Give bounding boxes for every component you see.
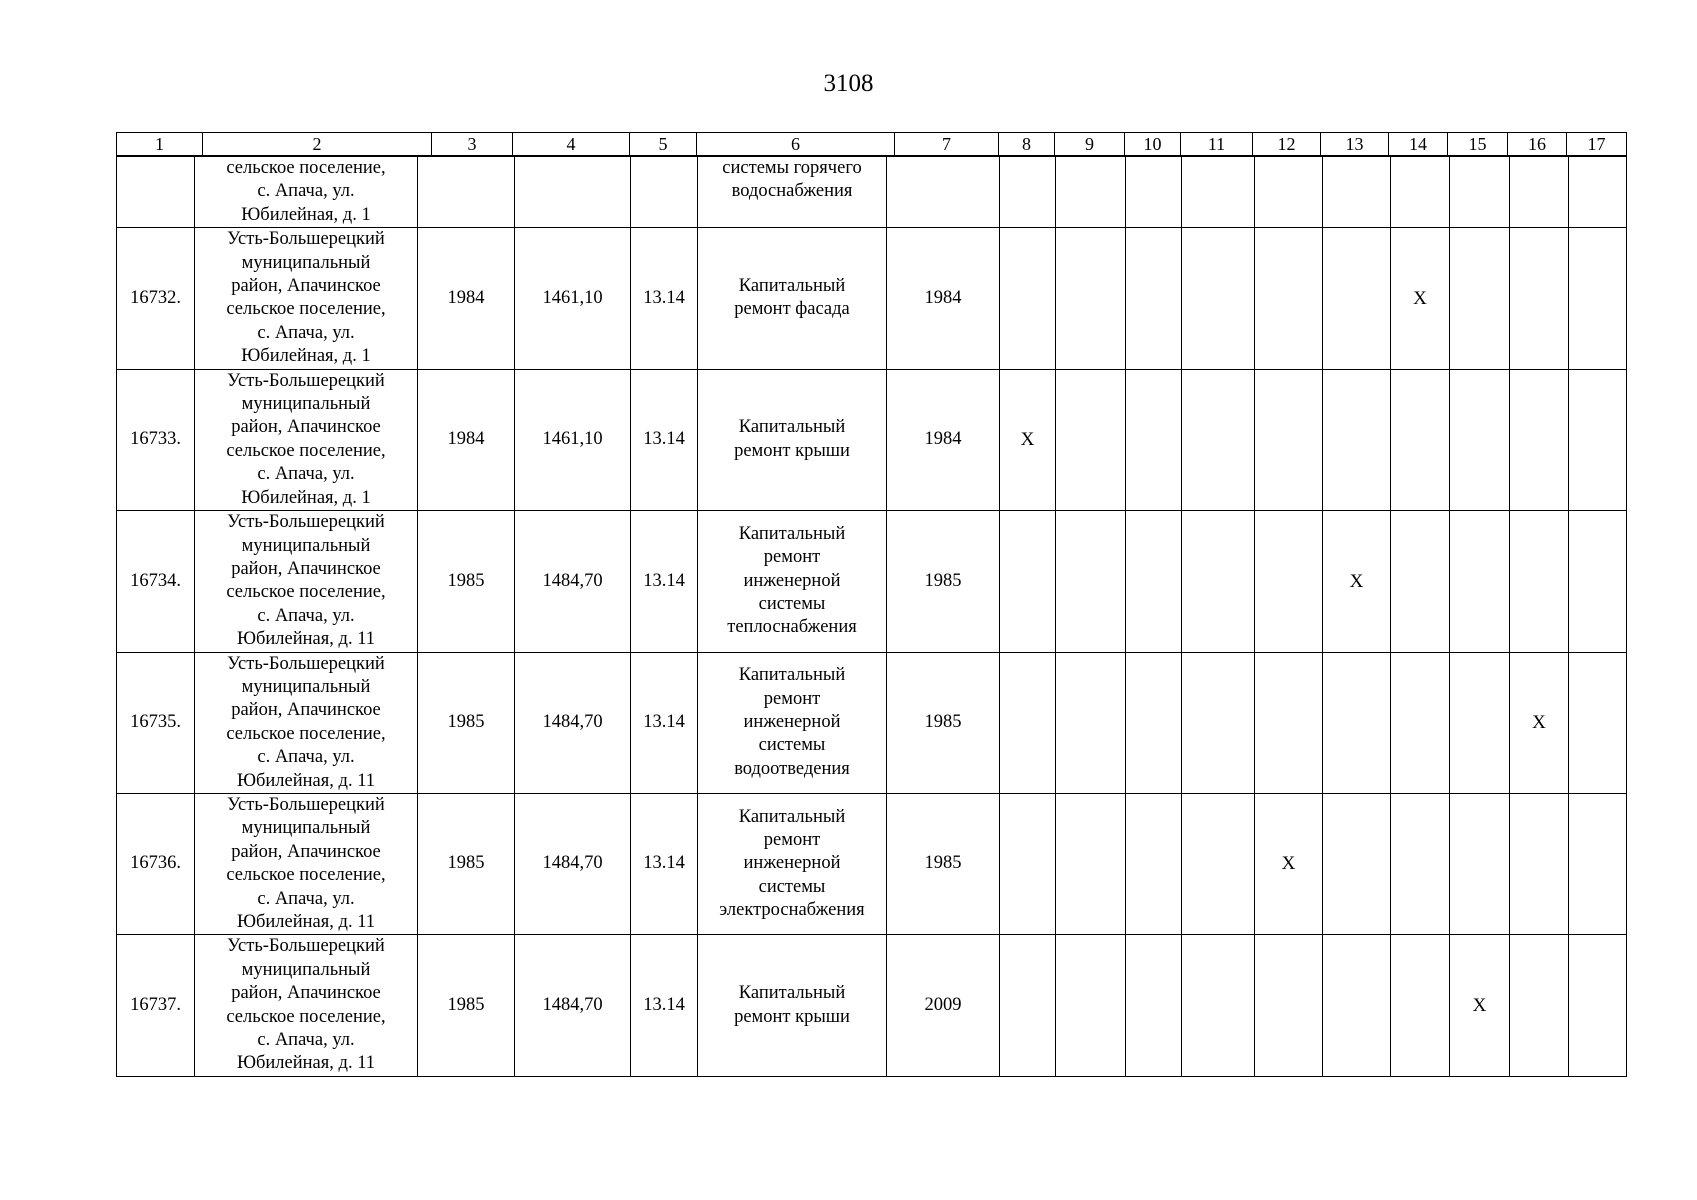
mark-cell-col-15 xyxy=(1450,369,1510,510)
mark-cell-col-17 xyxy=(1569,511,1627,652)
row-number-cell: 16732. xyxy=(117,228,195,369)
construction-year-cell: 1985 xyxy=(418,935,515,1076)
mark-cell-col-9 xyxy=(1056,935,1126,1076)
mark-cell-col-12: X xyxy=(1255,793,1323,934)
row-number-cell: 16735. xyxy=(117,652,195,793)
column-number: 9 xyxy=(1055,133,1125,156)
address-cell: Усть-Большерецкий муниципальный район, Апачинское сельское поселение, с. Апача, ул. Юбилейная, д. 11 xyxy=(195,793,418,934)
code-cell: 13.14 xyxy=(631,369,698,510)
column-number: 7 xyxy=(895,133,999,156)
mark-cell-col-17 xyxy=(1569,935,1627,1076)
work-type-cell: Капитальный ремонт инженерной системы теплоснабжения xyxy=(698,511,887,652)
mark-cell-col-16 xyxy=(1510,793,1569,934)
mark-cell-col-13 xyxy=(1323,652,1391,793)
mark-cell-col-10 xyxy=(1126,935,1182,1076)
mark-cell-col-10 xyxy=(1126,369,1182,510)
column-number: 11 xyxy=(1181,133,1253,156)
mark-cell-col-12 xyxy=(1255,511,1323,652)
repair-year-cell: 1985 xyxy=(887,793,1000,934)
repair-year-cell: 1984 xyxy=(887,228,1000,369)
mark-cell-col-9 xyxy=(1056,228,1126,369)
mark-cell-col-14 xyxy=(1391,793,1450,934)
mark-cell-col-15 xyxy=(1450,511,1510,652)
mark-cell-col-11 xyxy=(1182,511,1255,652)
column-number: 16 xyxy=(1508,133,1567,156)
column-number-header xyxy=(116,132,1627,156)
mark-cell-col-11 xyxy=(1182,793,1255,934)
mark-cell-col-17 xyxy=(1569,228,1627,369)
area-cell: 1484,70 xyxy=(515,652,631,793)
mark-cell-col-16: X xyxy=(1510,652,1569,793)
address-cell: Усть-Большерецкий муниципальный район, Апачинское сельское поселение, с. Апача, ул. Юбилейная, д. 1 xyxy=(195,228,418,369)
column-number: 2 xyxy=(203,133,432,156)
column-number: 3 xyxy=(432,133,513,156)
table-row xyxy=(117,935,1627,1076)
table-row xyxy=(117,511,1627,652)
mark-cell-col-9 xyxy=(1056,652,1126,793)
code-cell: 13.14 xyxy=(631,935,698,1076)
address-cell: Усть-Большерецкий муниципальный район, Апачинское сельское поселение, с. Апача, ул. Юбилейная, д. 11 xyxy=(195,652,418,793)
row-number-cell: 16733. xyxy=(117,369,195,510)
work-type-cell: Капитальный ремонт крыши xyxy=(698,369,887,510)
repair-year-cell: 1984 xyxy=(887,369,1000,510)
code-cell: 13.14 xyxy=(631,652,698,793)
mark-cell-col-16 xyxy=(1510,935,1569,1076)
mark-cell-col-17 xyxy=(1569,652,1627,793)
table-row xyxy=(117,228,1627,369)
mark-cell-col-15 xyxy=(1450,793,1510,934)
column-number: 1 xyxy=(117,133,203,156)
mark-cell-col-11 xyxy=(1182,935,1255,1076)
mark-cell-col-12 xyxy=(1255,652,1323,793)
code-cell: 13.14 xyxy=(631,511,698,652)
repair-schedule-table xyxy=(116,156,1627,1077)
mark-cell-col-9 xyxy=(1056,369,1126,510)
row-number-cell: 16736. xyxy=(117,793,195,934)
mark-cell-col-13 xyxy=(1323,935,1391,1076)
area-cell: 1484,70 xyxy=(515,935,631,1076)
mark-cell-col-8 xyxy=(1000,511,1056,652)
mark-cell-col-13 xyxy=(1323,228,1391,369)
column-number: 12 xyxy=(1253,133,1321,156)
work-type-cell: Капитальный ремонт инженерной системы водоотведения xyxy=(698,652,887,793)
mark-cell-col-12 xyxy=(1255,228,1323,369)
table-row xyxy=(117,652,1627,793)
construction-year-cell: 1984 xyxy=(418,369,515,510)
address-cell: Усть-Большерецкий муниципальный район, Апачинское сельское поселение, с. Апача, ул. Юбилейная, д. 11 xyxy=(195,511,418,652)
mark-cell-col-9 xyxy=(1056,511,1126,652)
mark-cell-col-10 xyxy=(1126,652,1182,793)
page-number: 3108 xyxy=(823,70,874,97)
mark-cell-col-8 xyxy=(1000,228,1056,369)
repair-year-cell: 2009 xyxy=(887,935,1000,1076)
mark-cell-col-10 xyxy=(1126,793,1182,934)
area-cell: 1484,70 xyxy=(515,793,631,934)
mark-cell-col-15 xyxy=(1450,652,1510,793)
work-type-cell: Капитальный ремонт инженерной системы электроснабжения xyxy=(698,793,887,934)
column-number: 6 xyxy=(697,133,895,156)
address-cell: Усть-Большерецкий муниципальный район, Апачинское сельское поселение, с. Апача, ул. Юбилейная, д. 1 xyxy=(195,369,418,510)
mark-cell-col-15 xyxy=(1450,228,1510,369)
mark-cell-col-13 xyxy=(1323,793,1391,934)
table-row xyxy=(117,793,1627,934)
construction-year-cell: 1984 xyxy=(418,228,515,369)
continuation-row xyxy=(117,157,1627,228)
column-number: 5 xyxy=(630,133,697,156)
mark-cell-col-14 xyxy=(1391,935,1450,1076)
mark-cell-col-14 xyxy=(1391,369,1450,510)
construction-year-cell: 1985 xyxy=(418,793,515,934)
mark-cell-col-16 xyxy=(1510,228,1569,369)
mark-cell-col-8 xyxy=(1000,793,1056,934)
code-cell: 13.14 xyxy=(631,793,698,934)
mark-cell-col-14 xyxy=(1391,652,1450,793)
column-number: 4 xyxy=(513,133,630,156)
mark-cell-col-11 xyxy=(1182,228,1255,369)
column-number: 14 xyxy=(1389,133,1448,156)
mark-cell-col-17 xyxy=(1569,369,1627,510)
mark-cell-col-8 xyxy=(1000,652,1056,793)
mark-cell-col-14 xyxy=(1391,511,1450,652)
mark-cell-col-12 xyxy=(1255,369,1323,510)
repair-year-cell: 1985 xyxy=(887,511,1000,652)
table-row xyxy=(117,369,1627,510)
row-number-cell: 16737. xyxy=(117,935,195,1076)
column-number: 10 xyxy=(1125,133,1181,156)
construction-year-cell: 1985 xyxy=(418,511,515,652)
column-number: 15 xyxy=(1448,133,1508,156)
work-type-cell: Капитальный ремонт крыши xyxy=(698,935,887,1076)
address-cell: Усть-Большерецкий муниципальный район, Апачинское сельское поселение, с. Апача, ул. Юбилейная, д. 11 xyxy=(195,935,418,1076)
repair-year-cell: 1985 xyxy=(887,652,1000,793)
mark-cell-col-11 xyxy=(1182,369,1255,510)
area-cell: 1461,10 xyxy=(515,369,631,510)
mark-cell-col-17 xyxy=(1569,793,1627,934)
column-number: 8 xyxy=(999,133,1055,156)
work-type-cell: системы горячего водоснабжения xyxy=(698,157,887,228)
row-number-cell: 16734. xyxy=(117,511,195,652)
address-cell: сельское поселение, с. Апача, ул. Юбилейная, д. 1 xyxy=(195,157,418,228)
mark-cell-col-13 xyxy=(1323,369,1391,510)
mark-cell-col-15: X xyxy=(1450,935,1510,1076)
work-type-cell: Капитальный ремонт фасада xyxy=(698,228,887,369)
area-cell: 1461,10 xyxy=(515,228,631,369)
mark-cell-col-8 xyxy=(1000,935,1056,1076)
mark-cell-col-11 xyxy=(1182,652,1255,793)
mark-cell-col-14: X xyxy=(1391,228,1450,369)
mark-cell-col-16 xyxy=(1510,511,1569,652)
mark-cell-col-9 xyxy=(1056,793,1126,934)
column-number: 17 xyxy=(1567,133,1627,156)
mark-cell-col-13: X xyxy=(1323,511,1391,652)
mark-cell-col-10 xyxy=(1126,228,1182,369)
construction-year-cell: 1985 xyxy=(418,652,515,793)
mark-cell-col-16 xyxy=(1510,369,1569,510)
area-cell: 1484,70 xyxy=(515,511,631,652)
code-cell: 13.14 xyxy=(631,228,698,369)
mark-cell-col-10 xyxy=(1126,511,1182,652)
mark-cell-col-8: X xyxy=(1000,369,1056,510)
column-number: 13 xyxy=(1321,133,1389,156)
mark-cell-col-12 xyxy=(1255,935,1323,1076)
